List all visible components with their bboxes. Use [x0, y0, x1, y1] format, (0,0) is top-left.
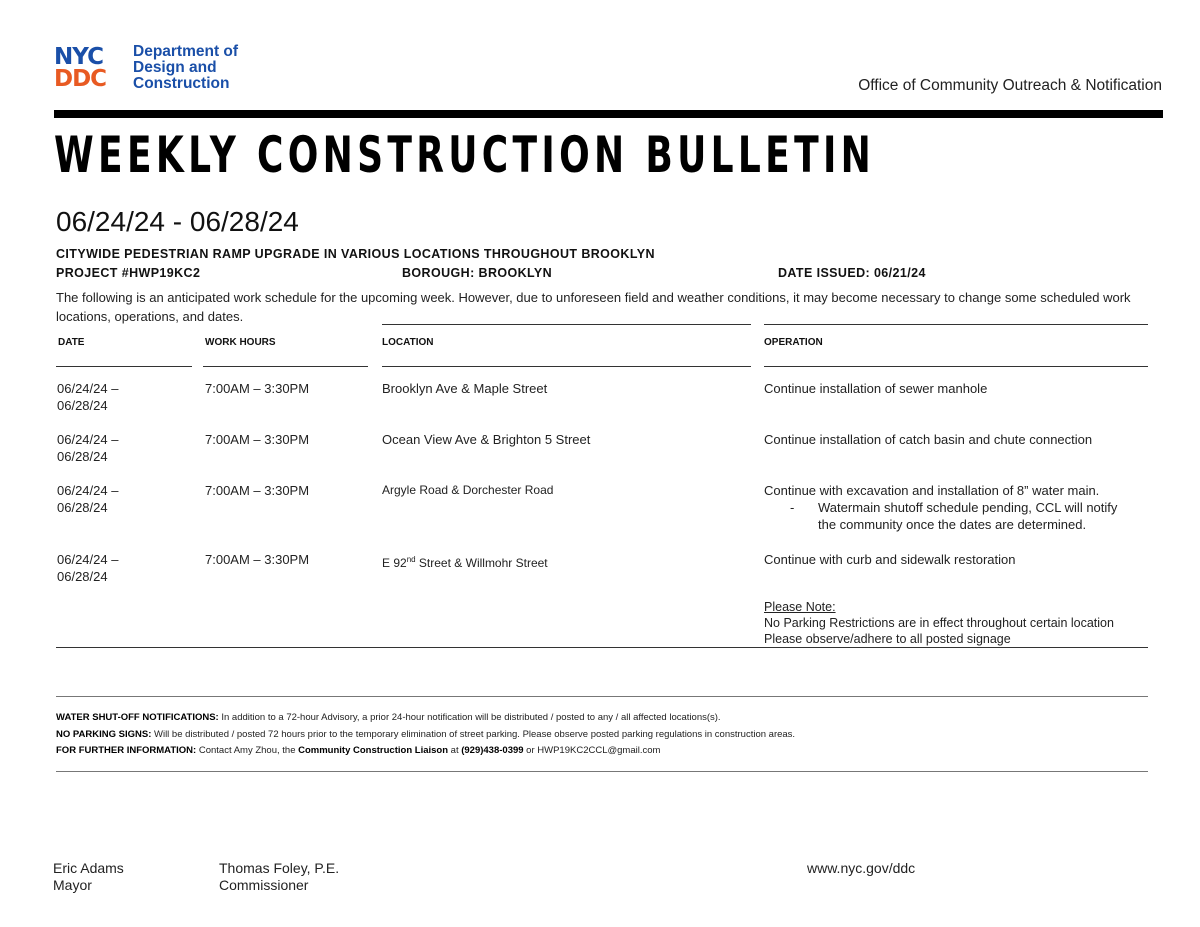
header-rule — [54, 110, 1163, 118]
logo-line-3: Construction — [133, 75, 230, 92]
row-date-end: 06/28/24 — [57, 398, 108, 413]
table-bottom-rule — [56, 647, 1148, 648]
row-location: Argyle Road & Dorchester Road — [382, 483, 554, 497]
date-issued: DATE ISSUED: 06/21/24 — [778, 266, 926, 280]
row-operation: Continue installation of catch basin and chute connection — [764, 432, 1093, 447]
row-operation-bullet: - — [790, 500, 795, 515]
row-date-end: 06/28/24 — [57, 500, 108, 515]
liaison-title: Community Construction Liaison — [298, 745, 449, 756]
row-location — [382, 551, 548, 572]
notif-top-rule — [56, 696, 1148, 697]
website-link[interactable]: www.nyc.gov/ddc — [807, 860, 916, 876]
row-date-end: 06/28/24 — [57, 569, 108, 584]
date-range: 06/24/24 - 06/28/24 — [56, 206, 299, 237]
project-name: CITYWIDE PEDESTRIAN RAMP UPGRADE IN VARIOUS LOCATIONS THROUGHOUT BROOKLYN — [56, 247, 655, 261]
header-underline-hours — [203, 366, 368, 367]
table-row — [57, 380, 118, 414]
info-text: Contact Amy Zhou, the — [196, 745, 299, 756]
info-text: at — [448, 745, 462, 756]
col-header-date: DATE — [58, 337, 85, 348]
mayor-signature — [53, 860, 124, 894]
header-underline-date — [56, 366, 192, 367]
note-line-1: No Parking Restrictions are in effect throughout certain location — [764, 616, 1114, 630]
header-underline-operation — [764, 366, 1148, 367]
mayor-name: Eric Adams — [53, 860, 124, 876]
logo-agency-name — [133, 44, 238, 92]
bulletin-title: WEEKLY CONSTRUCTION BULLETIN — [54, 126, 876, 184]
row-date-start: 06/24/24 – — [57, 552, 119, 567]
water-text: In addition to a 72-hour Advisory, a prior 24-hour notification will be distributed / posted to any / all affected locations(s). — [218, 712, 721, 723]
col-header-location: LOCATION — [382, 337, 434, 348]
table-top-rule — [764, 324, 1148, 325]
water-shutoff-notice — [56, 712, 721, 723]
row-operation: Continue with curb and sidewalk restoration — [764, 552, 1016, 567]
logo-line-2: Design and — [133, 59, 217, 76]
subnote-line-2: the community once the dates are determined. — [818, 517, 1087, 532]
row-hours: 7:00AM – 3:30PM — [205, 552, 310, 567]
col-header-operation: OPERATION — [764, 337, 823, 348]
row-operation: Continue with excavation and installation of 8” water main. — [764, 483, 1100, 498]
location-part: Street & Willmohr Street — [415, 556, 548, 570]
row-date-start: 06/24/24 – — [57, 432, 119, 447]
location-part: E 92 — [382, 556, 407, 570]
header-underline-location — [382, 366, 751, 367]
liaison-phone: (929)438-0399 — [461, 745, 524, 756]
row-operation-subnote — [818, 499, 1117, 533]
notif-bottom-rule — [56, 771, 1148, 772]
commissioner-name: Thomas Foley, P.E. — [219, 860, 340, 876]
mayor-title: Mayor — [53, 877, 92, 893]
note-heading: Please Note: — [764, 600, 836, 614]
liaison-email: or HWP19KC2CCL@gmail.com — [523, 745, 661, 756]
ddc-logo — [54, 44, 254, 96]
further-info-notice — [56, 745, 660, 756]
office-name: Office of Community Outreach & Notification — [858, 77, 1162, 94]
row-location: Brooklyn Ave & Maple Street — [382, 381, 548, 396]
table-row — [57, 482, 118, 516]
row-date-start: 06/24/24 – — [57, 381, 119, 396]
row-operation: Continue installation of sewer manhole — [764, 381, 988, 396]
logo-line-1: Department of — [133, 43, 239, 60]
commissioner-signature — [219, 860, 339, 894]
parking-note — [764, 599, 1114, 647]
parking-label: NO PARKING SIGNS: — [56, 729, 152, 740]
row-location: Ocean View Ave & Brighton 5 Street — [382, 432, 591, 447]
subnote-line-1: Watermain shutoff schedule pending, CCL will notify — [818, 500, 1118, 515]
row-hours: 7:00AM – 3:30PM — [205, 381, 310, 396]
row-hours: 7:00AM – 3:30PM — [205, 483, 310, 498]
parking-text: Will be distributed / posted 72 hours prior to the temporary elimination of street parking. Please observe posted parking regulations in construction areas. — [151, 729, 796, 740]
row-date-end: 06/28/24 — [57, 449, 108, 464]
logo-nyc-mark: NYC — [54, 44, 103, 70]
note-line-2: Please observe/adhere to all posted signage — [764, 632, 1011, 646]
location-ordinal: nd — [406, 555, 416, 564]
table-top-rule-location — [382, 324, 751, 325]
row-date-start: 06/24/24 – — [57, 483, 119, 498]
row-hours: 7:00AM – 3:30PM — [205, 432, 310, 447]
commissioner-title: Commissioner — [219, 877, 309, 893]
table-row — [57, 431, 118, 465]
project-number: PROJECT #HWP19KC2 — [56, 266, 201, 280]
project-borough: BOROUGH: BROOKLYN — [402, 266, 553, 280]
logo-ddc-mark: DDC — [54, 66, 107, 92]
info-label: FOR FURTHER INFORMATION: — [56, 745, 197, 756]
water-label: WATER SHUT-OFF NOTIFICATIONS: — [56, 712, 219, 723]
intro-paragraph: The following is an anticipated work schedule for the upcoming week. However, due to unforeseen field and weather conditions, it may become necessary to change some scheduled work locations, operations, and dates. — [56, 290, 1131, 324]
table-row — [57, 551, 118, 585]
col-header-hours: WORK HOURS — [205, 337, 276, 348]
no-parking-notice — [56, 729, 795, 740]
